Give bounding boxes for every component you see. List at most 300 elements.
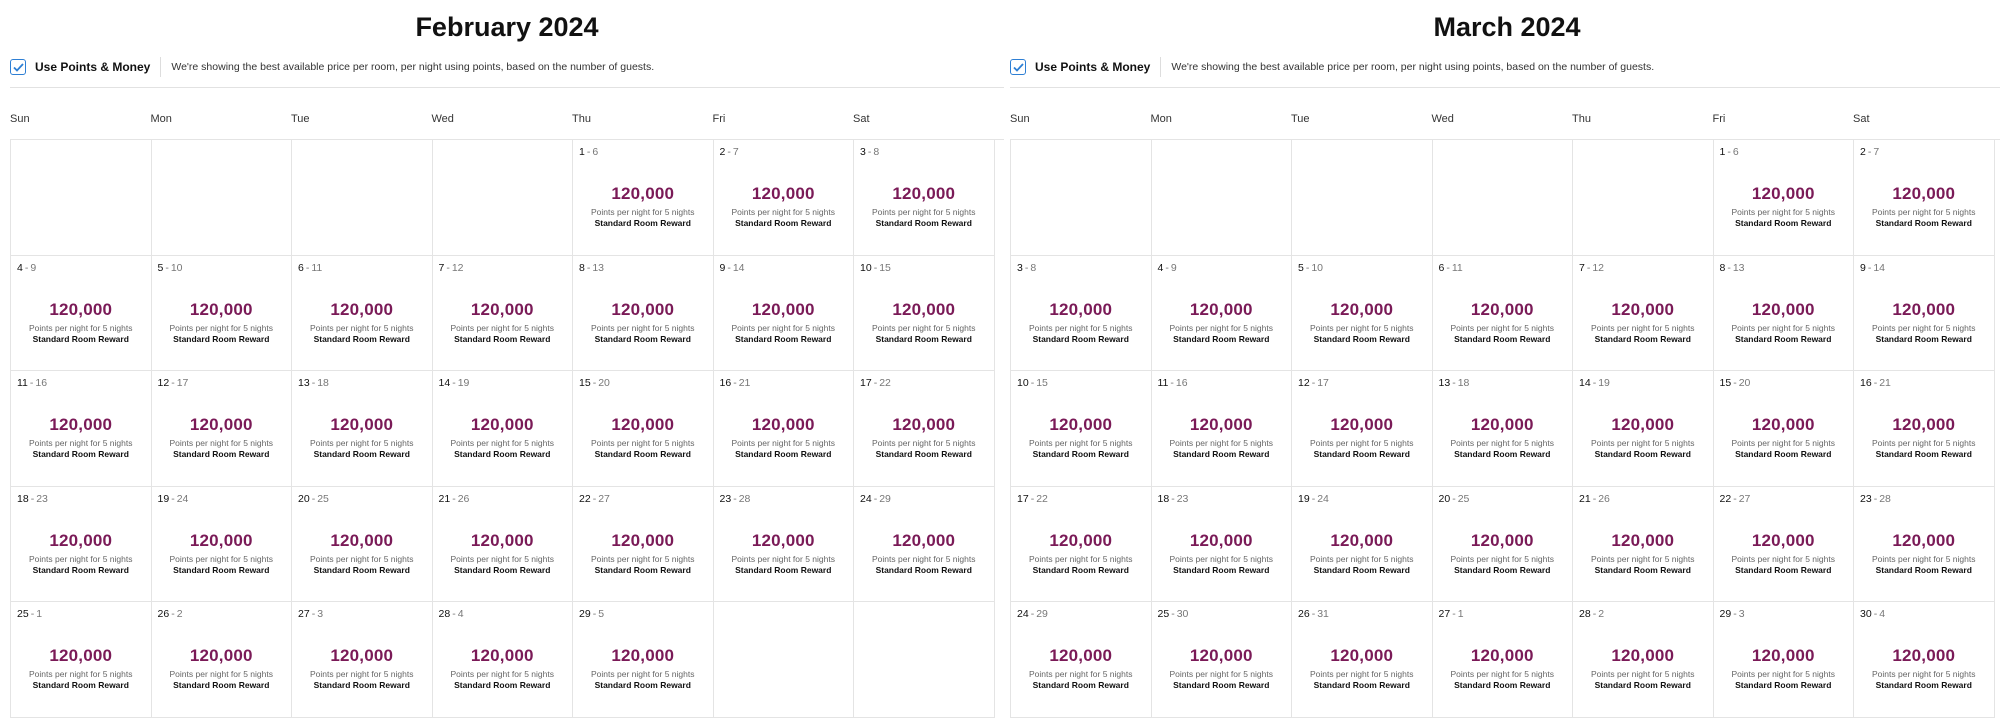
date-separator: - — [1030, 377, 1035, 390]
date-range — [1860, 146, 1879, 158]
points-price: 120,000 — [611, 646, 675, 666]
date-range — [579, 493, 610, 505]
reward-type: Standard Room Reward — [1735, 218, 1832, 228]
weekday-label: Sun — [10, 113, 30, 125]
check-in-date: 10 — [860, 261, 872, 274]
reward-type: Standard Room Reward — [1032, 449, 1129, 460]
date-separator: - — [1727, 261, 1731, 274]
points-per-night-note: Points per night for 5 nights — [731, 322, 835, 333]
date-separator: - — [733, 377, 737, 390]
weekday-label: Tue — [291, 113, 310, 125]
calendar-day-cell[interactable] — [1433, 256, 1574, 372]
points-price: 120,000 — [1049, 299, 1113, 319]
points-price: 120,000 — [470, 530, 534, 550]
check-out-date: 28 — [1879, 492, 1891, 505]
check-in-date: 1 — [1719, 146, 1726, 158]
check-in-date: 24 — [1017, 608, 1029, 621]
check-in-date: 19 — [157, 492, 170, 505]
reward-type: Standard Room Reward — [875, 449, 972, 460]
points-price: 120,000 — [1611, 415, 1675, 435]
check-in-date: 29 — [579, 608, 591, 621]
date-separator: - — [311, 377, 316, 390]
use-points-label[interactable]: Use Points & Money — [1035, 60, 1151, 74]
date-separator: - — [452, 608, 456, 621]
check-out-date: 26 — [1598, 492, 1610, 505]
check-in-date: 28 — [438, 608, 451, 621]
calendar-cell-empty — [1152, 140, 1293, 256]
date-separator: - — [1452, 492, 1456, 505]
points-per-night-note: Points per night for 5 nights — [1872, 669, 1976, 680]
points-price: 120,000 — [1470, 299, 1534, 319]
points-price: 120,000 — [189, 530, 253, 550]
calendar-day-cell[interactable] — [1292, 256, 1433, 372]
check-out-date: 19 — [457, 377, 470, 390]
calendar-day-cell[interactable] — [1854, 256, 1995, 372]
reward-type: Standard Room Reward — [1594, 449, 1691, 460]
points-per-night-note: Points per night for 5 nights — [872, 207, 976, 217]
check-out-date: 24 — [176, 492, 189, 505]
points-per-night-note: Points per night for 5 nights — [450, 669, 554, 680]
calendar-grid — [1010, 139, 2000, 718]
reward-type: Standard Room Reward — [1032, 680, 1129, 691]
points-price: 120,000 — [1892, 646, 1956, 666]
check-out-date: 14 — [1873, 261, 1886, 274]
check-out-date: 8 — [873, 146, 880, 158]
points-per-night-note: Points per night for 5 nights — [872, 322, 976, 333]
calendar-day-cell[interactable] — [573, 602, 714, 718]
calendar-day-cell[interactable] — [292, 371, 433, 487]
reward-type: Standard Room Reward — [1875, 680, 1972, 691]
reward-type: Standard Room Reward — [735, 449, 832, 460]
date-range — [720, 493, 751, 505]
points-price: 120,000 — [751, 415, 815, 435]
date-range — [1158, 608, 1189, 620]
date-separator: - — [1873, 492, 1878, 505]
date-range — [1298, 262, 1323, 274]
calendar-day-cell[interactable] — [1714, 256, 1855, 372]
calendar-day-cell[interactable] — [292, 487, 433, 603]
check-in-date: 6 — [298, 261, 304, 274]
date-range — [1579, 262, 1604, 274]
points-price: 120,000 — [1330, 415, 1394, 435]
reward-type: Standard Room Reward — [735, 564, 832, 575]
date-range — [298, 262, 322, 274]
points-price: 120,000 — [1892, 530, 1956, 550]
check-out-date: 4 — [1879, 608, 1886, 621]
check-out-date: 20 — [1738, 377, 1751, 390]
date-range — [1720, 262, 1745, 274]
date-range — [860, 146, 879, 158]
check-out-date: 29 — [1036, 608, 1048, 621]
points-per-night-note: Points per night for 5 nights — [310, 438, 414, 449]
calendar-day-cell[interactable] — [573, 371, 714, 487]
calendar-day-cell[interactable] — [854, 140, 995, 256]
calendar-day-cell[interactable] — [854, 371, 995, 487]
date-range — [720, 262, 745, 274]
calendar-day-cell[interactable] — [1152, 256, 1293, 372]
calendar-cell-empty — [1011, 140, 1152, 256]
calendar-day-cell[interactable] — [1011, 256, 1152, 372]
reward-type: Standard Room Reward — [1313, 333, 1410, 344]
calendar-day-cell[interactable] — [11, 256, 152, 372]
check-in-date: 9 — [1860, 261, 1866, 274]
date-separator: - — [311, 608, 316, 621]
reward-type: Standard Room Reward — [173, 333, 270, 344]
points-per-night-note: Points per night for 5 nights — [1591, 553, 1695, 564]
check-out-date: 10 — [170, 261, 183, 274]
reward-type: Standard Room Reward — [454, 564, 551, 575]
check-out-date: 21 — [738, 377, 751, 390]
check-in-date: 4 — [17, 261, 23, 274]
weekday-label: Mon — [150, 113, 172, 125]
date-separator: - — [1727, 146, 1731, 158]
points-price: 120,000 — [892, 530, 956, 550]
points-price: 120,000 — [1892, 299, 1956, 319]
date-separator: - — [1311, 492, 1316, 505]
checkmark-icon — [1013, 63, 1024, 72]
date-range — [1579, 608, 1604, 620]
reward-type: Standard Room Reward — [313, 680, 410, 691]
calendar-day-cell[interactable] — [714, 371, 855, 487]
reward-type: Standard Room Reward — [454, 680, 551, 691]
points-price: 120,000 — [1751, 415, 1815, 435]
points-price: 120,000 — [330, 530, 394, 550]
check-in-date: 5 — [1298, 261, 1304, 274]
calendar-day-cell[interactable] — [1854, 140, 1995, 256]
date-range — [860, 262, 891, 274]
reward-type: Standard Room Reward — [1454, 680, 1551, 691]
calendar-cell-empty — [152, 140, 293, 256]
check-in-date: 14 — [1579, 377, 1591, 390]
points-per-night-note: Points per night for 5 nights — [1450, 553, 1554, 564]
check-in-date: 22 — [579, 492, 591, 505]
calendar-day-cell[interactable] — [1854, 371, 1995, 487]
check-out-date: 4 — [457, 608, 464, 621]
reward-type: Standard Room Reward — [1173, 680, 1270, 691]
points-price: 120,000 — [1470, 646, 1534, 666]
reward-type: Standard Room Reward — [594, 218, 691, 228]
calendar-day-cell[interactable] — [433, 256, 574, 372]
check-in-date: 20 — [1438, 492, 1451, 505]
calendar-day-cell[interactable] — [152, 602, 293, 718]
date-range — [1439, 608, 1464, 620]
check-in-date: 10 — [1017, 377, 1029, 390]
date-separator: - — [1030, 492, 1035, 505]
calendar-day-cell[interactable] — [854, 256, 995, 372]
check-out-date: 9 — [30, 261, 37, 274]
check-in-date: 16 — [719, 377, 732, 390]
points-per-night-note: Points per night for 5 nights — [1310, 669, 1414, 680]
date-range — [1860, 262, 1885, 274]
weekday-label: Fri — [712, 113, 726, 125]
check-in-date: 2 — [1860, 146, 1866, 158]
month-march — [1010, 0, 2000, 718]
calendar-day-cell[interactable] — [1854, 487, 1995, 603]
calendar-day-cell[interactable] — [152, 371, 293, 487]
weekday-label: Fri — [1712, 113, 1726, 125]
points-per-night-note: Points per night for 5 nights — [1591, 438, 1695, 449]
points-price: 120,000 — [611, 299, 675, 319]
check-out-date: 1 — [1457, 608, 1464, 621]
check-out-date: 10 — [1311, 261, 1324, 274]
date-range — [298, 493, 329, 505]
calendar-day-cell[interactable] — [1152, 487, 1293, 603]
calendar-day-cell[interactable] — [1011, 602, 1152, 718]
use-points-checkbox[interactable] — [1010, 59, 1026, 75]
date-range — [860, 493, 891, 505]
calendar-day-cell[interactable] — [152, 256, 293, 372]
calendar-day-cell[interactable] — [1292, 602, 1433, 718]
calendar-day-cell[interactable] — [1573, 371, 1714, 487]
check-in-date: 15 — [579, 377, 591, 390]
check-out-date: 28 — [738, 492, 751, 505]
date-separator: - — [1311, 377, 1316, 390]
pricing-note: We're showing the best available price per room, per night using points, based on the number of guests. — [171, 61, 655, 73]
points-per-night-note: Points per night for 5 nights — [1450, 669, 1554, 680]
calendar-day-cell[interactable] — [433, 602, 574, 718]
date-separator: - — [1586, 261, 1591, 274]
check-in-date: 30 — [1860, 608, 1872, 621]
calendar-day-cell[interactable] — [292, 602, 433, 718]
check-out-date: 3 — [1738, 608, 1745, 621]
reward-type: Standard Room Reward — [875, 218, 972, 228]
calendar-day-cell[interactable] — [573, 487, 714, 603]
reward-type: Standard Room Reward — [1875, 564, 1972, 575]
reward-type: Standard Room Reward — [1735, 333, 1832, 344]
points-per-night-note: Points per night for 5 nights — [1169, 553, 1273, 564]
check-in-date: 25 — [17, 608, 29, 621]
reward-type: Standard Room Reward — [454, 449, 551, 460]
calendar-day-cell[interactable] — [1433, 602, 1574, 718]
calendar-cell-empty — [1573, 140, 1714, 256]
points-price: 120,000 — [1330, 646, 1394, 666]
points-per-night-note: Points per night for 5 nights — [29, 322, 133, 333]
date-separator: - — [586, 261, 591, 274]
reward-type: Standard Room Reward — [1735, 680, 1832, 691]
calendar-day-cell[interactable] — [714, 140, 855, 256]
date-range — [298, 377, 329, 389]
calendar-day-cell[interactable] — [573, 140, 714, 256]
reward-type: Standard Room Reward — [1735, 564, 1832, 575]
reward-type: Standard Room Reward — [32, 680, 129, 691]
reward-type: Standard Room Reward — [1173, 564, 1270, 575]
date-separator: - — [1024, 261, 1029, 274]
check-out-date: 7 — [1873, 146, 1880, 158]
points-price: 120,000 — [892, 415, 956, 435]
date-separator: - — [311, 492, 316, 505]
points-price: 120,000 — [49, 646, 113, 666]
points-per-night-note: Points per night for 5 nights — [29, 669, 133, 680]
check-in-date: 12 — [157, 377, 170, 390]
date-separator: - — [727, 146, 731, 158]
calendar-day-cell[interactable] — [1714, 371, 1855, 487]
date-separator: - — [446, 261, 450, 274]
use-points-checkbox[interactable] — [10, 59, 26, 75]
calendar-day-cell[interactable] — [1714, 602, 1855, 718]
reward-type: Standard Room Reward — [1032, 333, 1129, 344]
points-per-night-note: Points per night for 5 nights — [1872, 322, 1976, 333]
reward-type: Standard Room Reward — [32, 449, 129, 460]
calendar-day-cell[interactable] — [1714, 487, 1855, 603]
date-range — [158, 608, 183, 620]
date-separator: - — [1165, 261, 1169, 274]
date-range — [1720, 377, 1751, 389]
calendar-day-cell[interactable] — [1152, 371, 1293, 487]
check-out-date: 30 — [1176, 608, 1189, 621]
points-per-night-note: Points per night for 5 nights — [1169, 438, 1273, 449]
date-range — [1579, 493, 1610, 505]
check-in-date: 16 — [1860, 377, 1872, 390]
check-in-date: 7 — [438, 261, 445, 274]
points-price: 120,000 — [1049, 415, 1113, 435]
calendar-day-cell[interactable] — [1011, 371, 1152, 487]
points-per-night-note: Points per night for 5 nights — [1169, 322, 1273, 333]
reward-type: Standard Room Reward — [454, 333, 551, 344]
points-per-night-note: Points per night for 5 nights — [450, 438, 554, 449]
check-out-date: 18 — [317, 377, 329, 390]
check-in-date: 23 — [719, 492, 732, 505]
points-price: 120,000 — [1189, 646, 1253, 666]
points-price: 120,000 — [751, 299, 815, 319]
calendar-day-cell[interactable] — [714, 256, 855, 372]
calendar-day-cell[interactable] — [1573, 487, 1714, 603]
check-in-date: 26 — [1298, 608, 1310, 621]
calendar-day-cell[interactable] — [152, 487, 293, 603]
month-february — [10, 0, 1004, 718]
weekday-label: Sat — [1853, 113, 1870, 125]
check-out-date: 13 — [592, 261, 605, 274]
date-range — [1017, 377, 1048, 389]
points-per-night-note: Points per night for 5 nights — [731, 438, 835, 449]
date-range — [720, 146, 739, 158]
date-range — [579, 377, 610, 389]
points-per-night-note: Points per night for 5 nights — [1872, 207, 1976, 217]
calendar-day-cell[interactable] — [573, 256, 714, 372]
points-per-night-note: Points per night for 5 nights — [1731, 207, 1835, 217]
check-out-date: 22 — [1036, 492, 1048, 505]
date-range — [1720, 146, 1739, 158]
date-range — [1158, 262, 1177, 274]
check-out-date: 6 — [1732, 146, 1739, 158]
check-in-date: 29 — [1719, 608, 1732, 621]
points-per-night-note: Points per night for 5 nights — [29, 438, 133, 449]
date-separator: - — [30, 608, 35, 621]
points-per-night-note: Points per night for 5 nights — [1029, 553, 1133, 564]
points-price: 120,000 — [1330, 530, 1394, 550]
date-range — [1860, 608, 1885, 620]
points-price: 120,000 — [1751, 646, 1815, 666]
date-range — [1017, 262, 1036, 274]
points-per-night-note: Points per night for 5 nights — [1872, 438, 1976, 449]
check-out-date: 7 — [732, 146, 739, 158]
points-per-night-note: Points per night for 5 nights — [591, 322, 695, 333]
calendar-cell-empty — [1292, 140, 1433, 256]
points-per-night-note: Points per night for 5 nights — [1450, 322, 1554, 333]
calendar-day-cell[interactable] — [11, 602, 152, 718]
date-separator: - — [873, 261, 878, 274]
calendar-day-cell[interactable] — [854, 487, 995, 603]
points-per-night-note: Points per night for 5 nights — [450, 322, 554, 333]
points-price: 120,000 — [49, 299, 113, 319]
calendar-day-cell[interactable] — [1011, 487, 1152, 603]
divider — [160, 57, 161, 77]
check-out-date: 2 — [176, 608, 183, 621]
calendar-day-cell[interactable] — [433, 487, 574, 603]
weekday-label: Tue — [1291, 113, 1310, 125]
points-price: 120,000 — [1049, 646, 1113, 666]
check-out-date: 5 — [598, 608, 605, 621]
weekday-label: Mon — [1150, 113, 1172, 125]
use-points-label[interactable]: Use Points & Money — [35, 60, 151, 74]
date-separator: - — [30, 492, 35, 505]
check-out-date: 9 — [1170, 261, 1177, 274]
calendar-day-cell[interactable] — [11, 487, 152, 603]
check-out-date: 18 — [1457, 377, 1470, 390]
check-in-date: 24 — [860, 492, 872, 505]
check-in-date: 13 — [298, 377, 310, 390]
points-per-night-note: Points per night for 5 nights — [591, 207, 695, 217]
date-range — [158, 262, 183, 274]
calendar-day-cell[interactable] — [1714, 140, 1855, 256]
calendar-day-cell[interactable] — [1573, 602, 1714, 718]
calendar-day-cell[interactable] — [1573, 256, 1714, 372]
points-price: 120,000 — [470, 646, 534, 666]
points-price: 120,000 — [1189, 530, 1253, 550]
date-separator: - — [171, 492, 175, 505]
date-range — [298, 608, 323, 620]
calendar-day-cell[interactable] — [11, 371, 152, 487]
points-per-night-note: Points per night for 5 nights — [1029, 438, 1133, 449]
reward-type: Standard Room Reward — [1454, 333, 1551, 344]
points-per-night-note: Points per night for 5 nights — [591, 438, 695, 449]
calendar-day-cell[interactable] — [1292, 371, 1433, 487]
weekday-label: Wed — [431, 113, 454, 125]
check-in-date: 14 — [438, 377, 451, 390]
calendar-day-cell[interactable] — [292, 256, 433, 372]
date-range — [1439, 377, 1470, 389]
points-per-night-note: Points per night for 5 nights — [450, 553, 554, 564]
reward-type: Standard Room Reward — [875, 564, 972, 575]
check-in-date: 15 — [1719, 377, 1732, 390]
check-in-date: 21 — [1579, 492, 1591, 505]
calendar-day-cell[interactable] — [1152, 602, 1293, 718]
check-out-date: 12 — [1592, 261, 1605, 274]
date-separator: - — [1592, 492, 1597, 505]
calendar-day-cell[interactable] — [1292, 487, 1433, 603]
pricing-note: We're showing the best available price per room, per night using points, based on the number of guests. — [1171, 61, 1655, 73]
reward-type: Standard Room Reward — [594, 333, 691, 344]
check-out-date: 1 — [36, 608, 43, 621]
calendar-cell-empty — [1433, 140, 1574, 256]
reward-type: Standard Room Reward — [1313, 680, 1410, 691]
calendar-day-cell[interactable] — [714, 487, 855, 603]
calendar-day-cell[interactable] — [433, 371, 574, 487]
date-separator: - — [1873, 608, 1878, 621]
check-out-date: 3 — [317, 608, 324, 621]
weekday-label: Wed — [1431, 113, 1454, 125]
points-price: 120,000 — [1330, 299, 1394, 319]
reward-type: Standard Room Reward — [594, 564, 691, 575]
points-price: 120,000 — [1751, 299, 1815, 319]
date-range — [1439, 493, 1470, 505]
check-in-date: 2 — [719, 146, 726, 158]
calendar-day-cell[interactable] — [1433, 371, 1574, 487]
calendar-cell-empty — [11, 140, 152, 256]
calendar-day-cell[interactable] — [1854, 602, 1995, 718]
check-in-date: 1 — [579, 146, 585, 158]
check-out-date: 25 — [317, 492, 329, 505]
calendar-day-cell[interactable] — [1433, 487, 1574, 603]
